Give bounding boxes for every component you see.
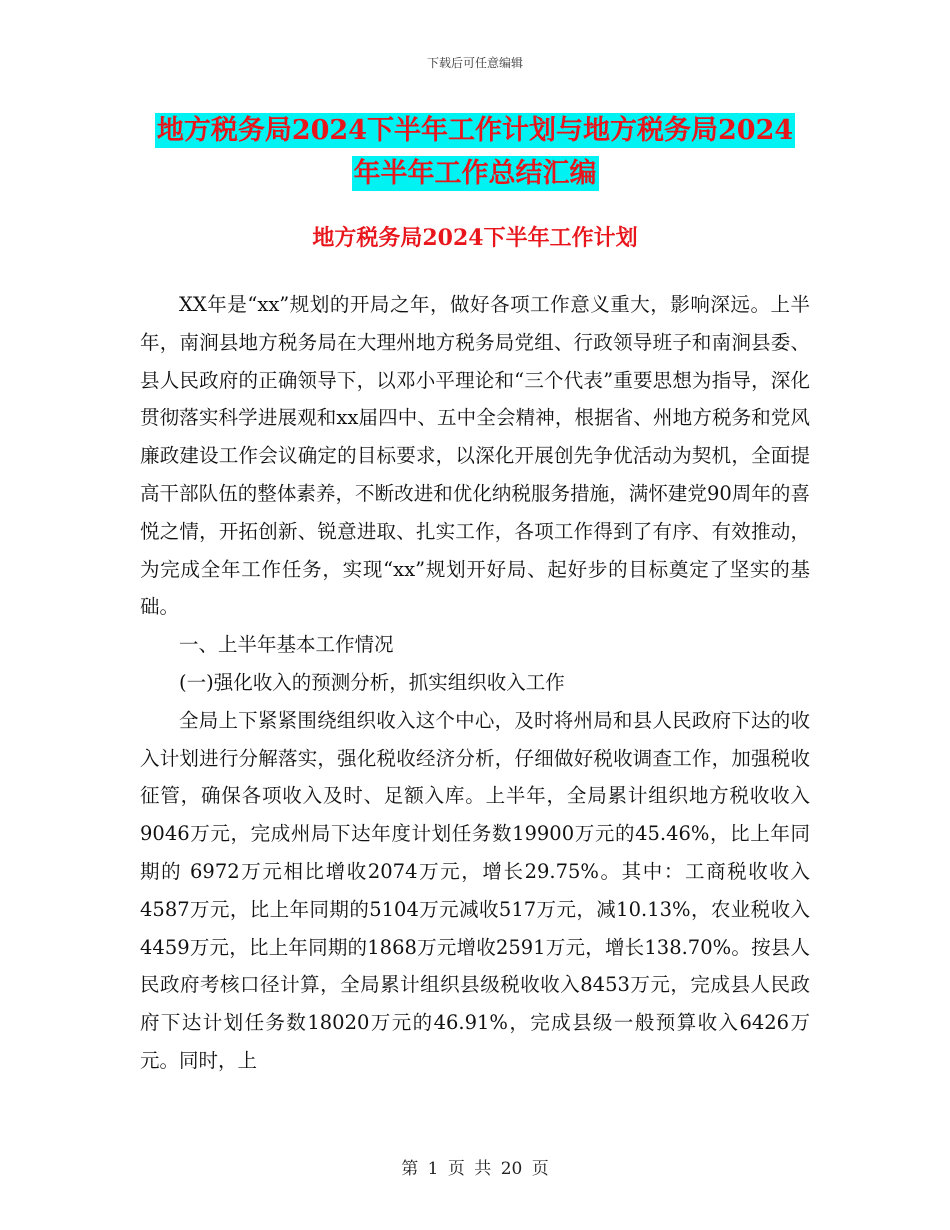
section-title: 地方税务局2024下半年工作计划 xyxy=(312,225,638,251)
body-paragraph-revenue: 全局上下紧紧围绕组织收入这个中心，及时将州局和县人民政府下达的收入计划进行分解落实，强化税收经济分析，仔细做好税收调查工作，加强税收征管，确保各项收入及时、足额入库。上半年，全局累计组织地方税收收入9046万元，完成州局下达年度计划任务数19900万元的45.46%，比上年同期的 6972万元相比增收2074万元，增长29.75%。其中：工商税收收入4587万元，比上年同期的5104万元减收517万元，减10.13%，农业税收入4459万元，比上年同期的1868万元增收2591万元，增长138.70%。按县人民政府考核口径计算，全局累计组织县级税收收入8453万元，完成县人民政府下达计划任务数18020万元的46.91%，完成县级一般预算收入6426万元。同时，上 xyxy=(140,708,810,1072)
document-body xyxy=(140,286,810,1080)
document-title-line-2 xyxy=(0,151,950,197)
page-header-note: 下载后可任意编辑 xyxy=(426,56,523,70)
document-title-line-1 xyxy=(0,108,950,154)
body-subheading-1: (一)强化收入的预测分析，抓实组织收入工作 xyxy=(179,670,565,694)
page-footer-page-number: 第 1 页 共 20 页 xyxy=(401,1159,549,1179)
body-heading-1: 一、上半年基本工作情况 xyxy=(179,633,394,657)
document-title-highlight-2: 年半年工作总结汇编 xyxy=(353,158,597,189)
body-paragraph-intro: XX年是“xx”规划的开局之年，做好各项工作意义重大，影响深远。上半年，南涧县地方税务局在大理州地方税务局党组、行政领导班子和南涧县委、县人民政府的正确领导下，以邓小平理论和“三个代表”重要思想为指导，深化贯彻落实科学进展观和xx届四中、五中全会精神，根据省、州地方税务和党风廉政建设工作会议确定的目标要求，以深化开展创先争优活动为契机，全面提高干部队伍的整体素养，不断改进和优化纳税服务措施，满怀建党90周年的喜悦之情，开拓创新、锐意进取、扎实工作，各项工作得到了有序、有效推动，为完成全年工作任务，实现“xx”规划开好局、起好步的目标奠定了坚实的基础。 xyxy=(140,293,810,619)
document-title-highlight-1: 地方税务局2024下半年工作计划与地方税务局2024 xyxy=(156,115,794,146)
